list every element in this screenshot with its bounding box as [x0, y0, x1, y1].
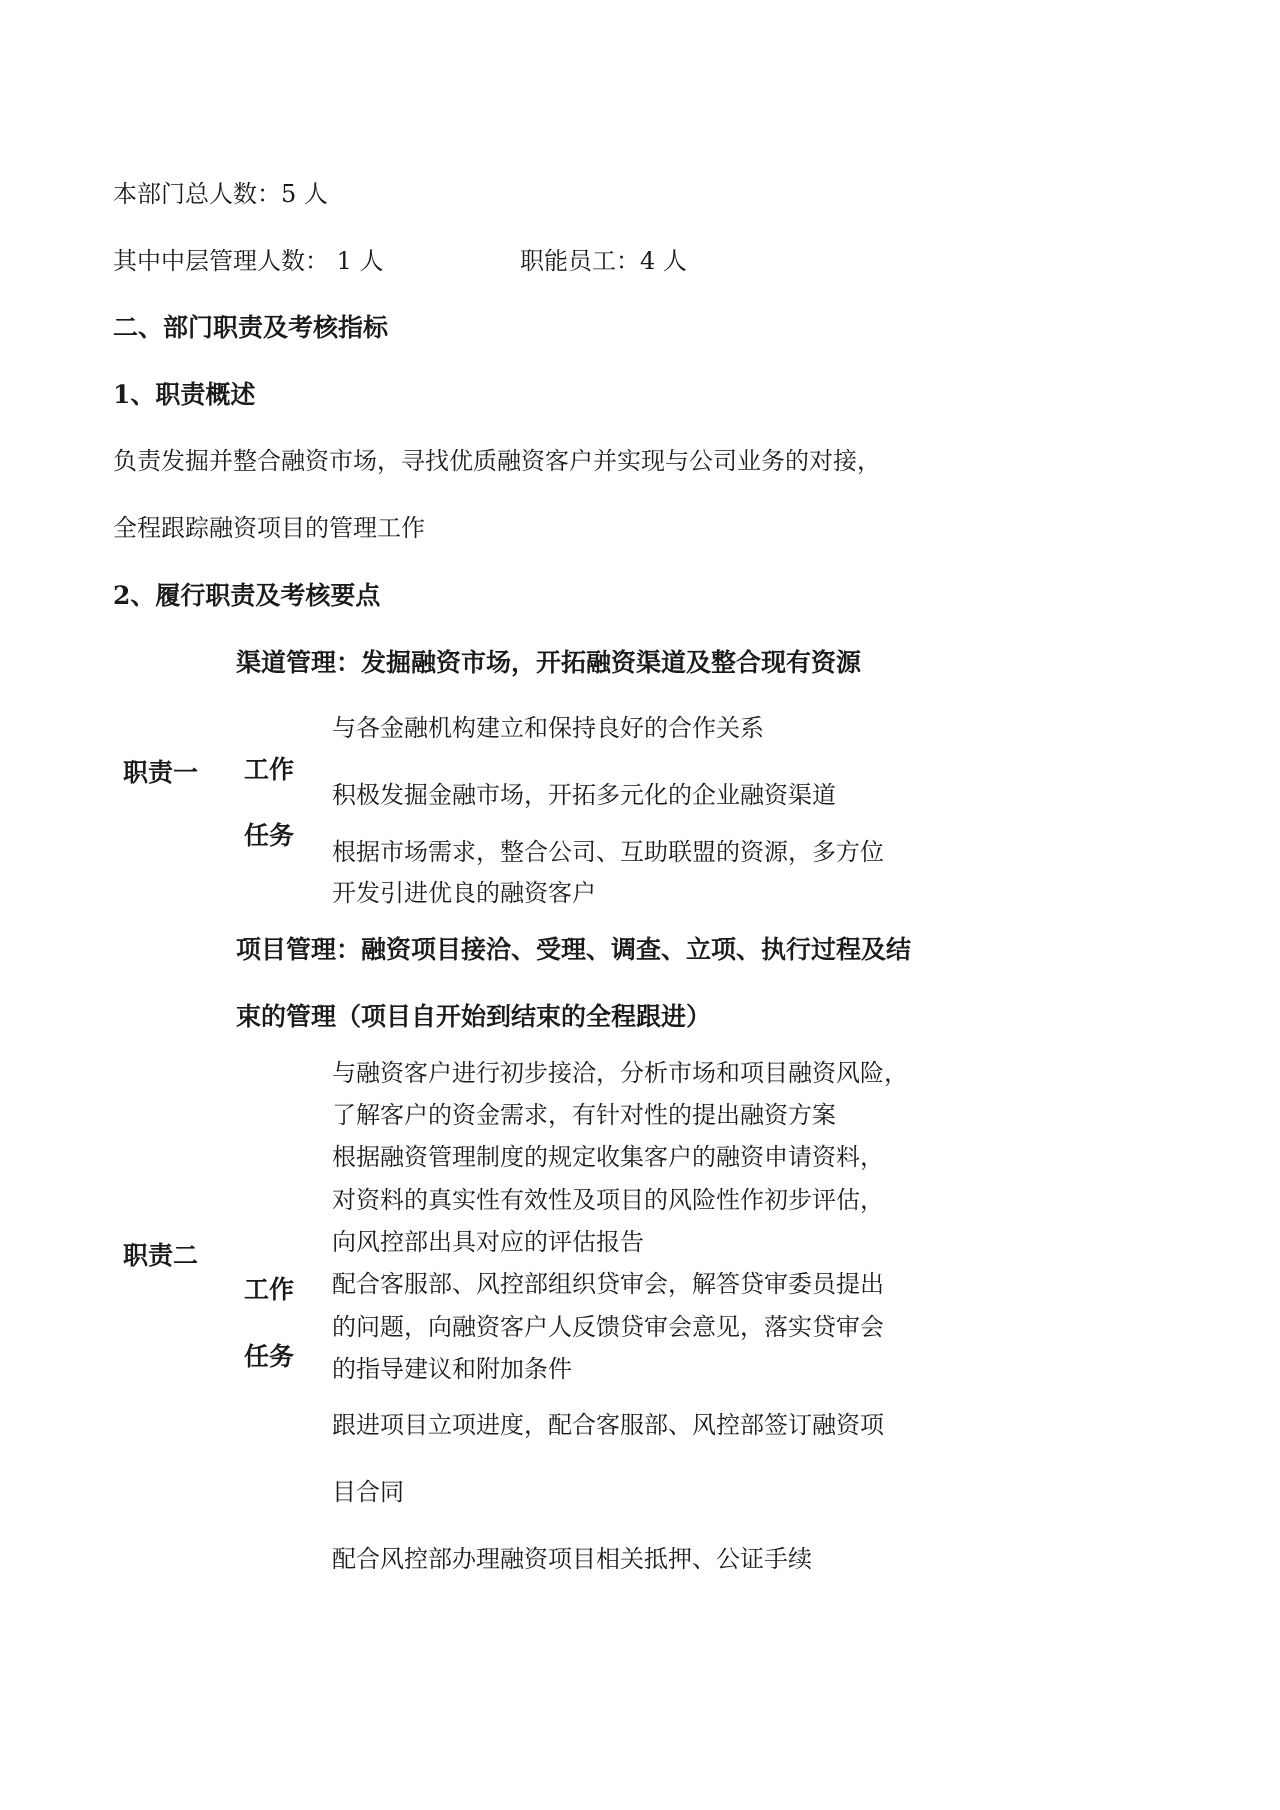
duty2-task-item: 向风控部出具对应的评估报告 [332, 1228, 644, 1256]
duty2-task-item: 了解客户的资金需求，有针对性的提出融资方案 [332, 1101, 836, 1129]
points-title: 2、履行职责及考核要点 [113, 581, 381, 610]
duty1-task-item: 积极发掘金融市场，开拓多元化的企业融资渠道 [332, 781, 836, 809]
duty2-task-item: 目合同 [332, 1478, 404, 1506]
duty1-heading: 渠道管理：发掘融资市场，开拓融资渠道及整合现有资源 [236, 648, 862, 677]
duty2-task-item: 配合客服部、风控部组织贷审会，解答贷审委员提出 [332, 1270, 884, 1298]
duty2-task-item: 配合风控部办理融资项目相关抵押、公证手续 [332, 1545, 812, 1573]
duty2-task-item: 根据融资管理制度的规定收集客户的融资申请资料， [332, 1143, 884, 1171]
duty2-task-label: 任务 [244, 1342, 295, 1371]
section-title: 二、部门职责及考核指标 [113, 313, 389, 342]
duty1-task-item: 与各金融机构建立和保持良好的合作关系 [332, 714, 764, 742]
duty1-task-label: 工作 [244, 755, 295, 784]
duty2-task-item: 跟进项目立项进度，配合客服部、风控部签订融资项 [332, 1411, 884, 1439]
staff-functional: 职能员工：4 人 [520, 247, 687, 275]
duty2-task-item: 的问题，向融资客户人反馈贷审会意见，落实贷审会 [332, 1313, 884, 1341]
duty1-task-item: 开发引进优良的融资客户 [332, 879, 596, 907]
duty2-heading: 项目管理：融资项目接洽、受理、调查、立项、执行过程及结 [236, 935, 912, 964]
duty2-task-label: 工作 [244, 1275, 295, 1304]
duty1-task-item: 根据市场需求，整合公司、互助联盟的资源，多方位 [332, 838, 884, 866]
duty2-task-item: 的指导建议和附加条件 [332, 1355, 572, 1383]
duty2-heading: 束的管理（项目自开始到结束的全程跟进） [236, 1002, 712, 1031]
staff-total: 本部门总人数：5 人 [113, 180, 328, 208]
duty1-label: 职责一 [123, 758, 199, 787]
duty2-label: 职责二 [123, 1241, 199, 1270]
overview-text-line: 全程跟踪融资项目的管理工作 [113, 514, 425, 542]
duty1-task-label: 任务 [244, 821, 295, 850]
staff-middle-managers: 其中中层管理人数： 1 人 [113, 247, 384, 275]
overview-title: 1、职责概述 [113, 380, 256, 409]
duty2-task-item: 与融资客户进行初步接洽，分析市场和项目融资风险， [332, 1059, 908, 1087]
duty2-task-item: 对资料的真实性有效性及项目的风险性作初步评估， [332, 1186, 884, 1214]
overview-text-line: 负责发掘并整合融资市场，寻找优质融资客户并实现与公司业务的对接， [113, 447, 881, 475]
